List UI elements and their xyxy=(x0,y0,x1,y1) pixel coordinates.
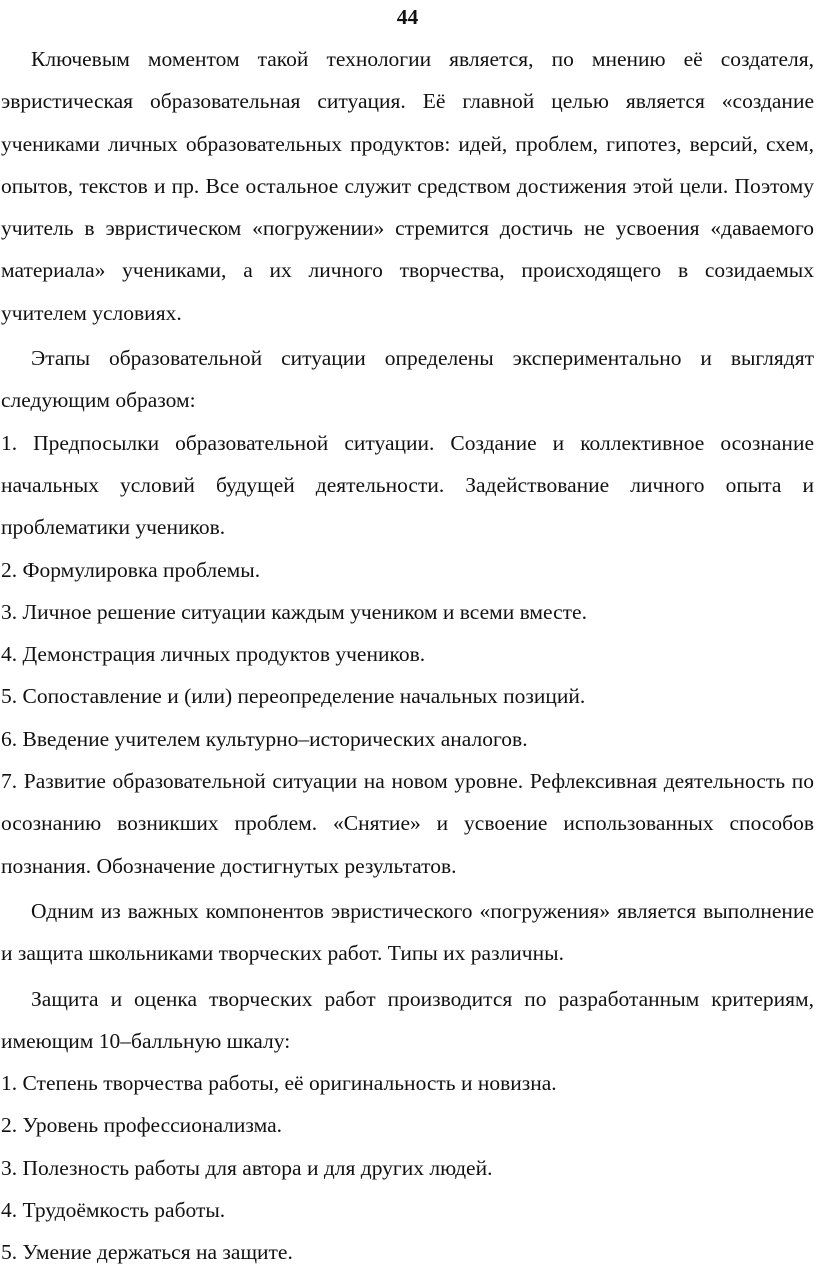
list-item: 4. Демонстрация личных продуктов учеников. xyxy=(1,642,426,667)
list-item: 6. Введение учителем культурно–исторических аналогов. xyxy=(1,726,528,751)
paragraph-stages-intro: Этапы образовательной ситуации определены экспериментально и выглядят следующим образом: xyxy=(1,346,814,413)
list-item: 2. Уровень профессионализма. xyxy=(1,1113,282,1138)
paragraph-creative-works: Одним из важных компонентов эвристического «погружения» является выполнение и защита школьниками творческих работ. Типы их различны. xyxy=(1,898,814,966)
stages-list xyxy=(1,422,814,887)
list-item: 5. Умение держаться на защите. xyxy=(1,1240,293,1265)
list-item: 5. Сопоставление и (или) переопределение начальных позиций. xyxy=(1,684,586,709)
list-item: 1. Степень творчества работы, её оригинальность и новизна. xyxy=(1,1071,557,1096)
page-number: 44 xyxy=(396,5,419,29)
list-item: 1. Предпосылки образовательной ситуации. Создание и коллективное осознание начальных условий будущей деятельности. Задействование личного опыта и проблематики учеников. xyxy=(1,430,814,540)
paragraph-evaluation-criteria-intro: Защита и оценка творческих работ производится по разработанным критериям, имеющим 10–балльную шкалу: xyxy=(1,986,814,1053)
list-item: 3. Личное решение ситуации каждым учеником и всеми вместе. xyxy=(1,599,587,624)
list-item: 4. Трудоёмкость работы. xyxy=(1,1198,226,1223)
list-item: 3. Полезность работы для автора и для других людей. xyxy=(1,1155,493,1180)
page-content xyxy=(1,38,814,1274)
list-item: 7. Развитие образовательной ситуации на новом уровне. Рефлексивная деятельность по осознанию возникших проблем. «Снятие» и усвоение использованных способов познания. Обозначение достигнутых результатов. xyxy=(1,769,814,878)
list-item: 2. Формулировка проблемы. xyxy=(1,557,261,582)
paragraph-technology-key-moment: Ключевым моментом такой технологии является, по мнению её создателя, эвристическая образовательная ситуация. Её главной целью является «создание учениками личных образовательных продуктов: идей, проблем, гипотез, версий, схем, опытов, текстов и пр. Все остальное служит средством достижения этой цели. Поэтому учитель в эвристическом «погружении» стремится достичь не усвоения «даваемого материала» учениками, а их личного творчества, происходящего в созидаемых учителем условиях. xyxy=(1,47,814,325)
criteria-list xyxy=(1,1062,814,1273)
